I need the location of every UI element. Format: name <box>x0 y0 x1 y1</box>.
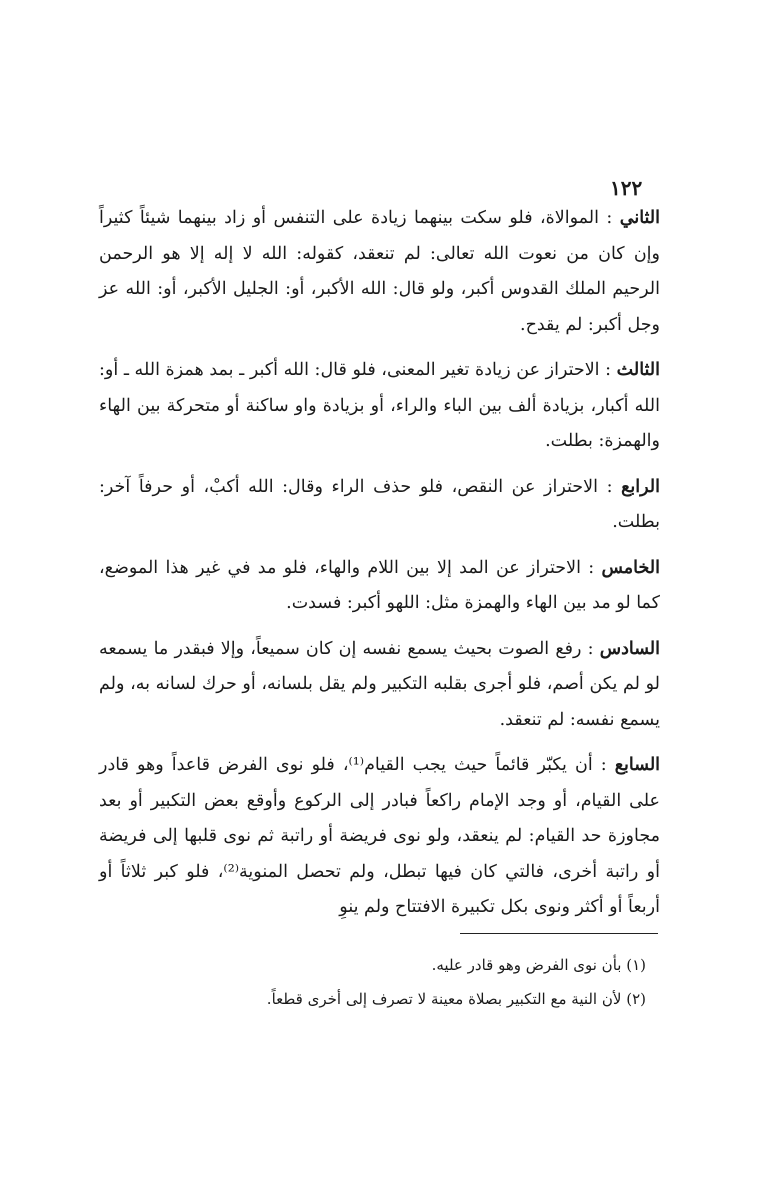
paragraph-body: : الاحتراز عن النقص، فلو حذف الراء وقال: الله أكبْ، أو حرفاً آخر: بطلت. <box>99 476 660 532</box>
paragraph-fifth <box>99 551 660 622</box>
footnote-2: (٢) لأن النية مع التكبير بصلاة معينة لا تصرف إلى أخرى قطعاً. <box>266 990 646 1008</box>
paragraph-heading: الخامس <box>601 557 660 578</box>
paragraph-heading: الثالث <box>616 360 660 380</box>
paragraph-body: : رفع الصوت بحيث يسمع نفسه إن كان سميعاً، وإلا فبقدر ما يسمعه لو لم يكن أصم، فلو أجرى بقلبه التكبير ولم يقل بلسانه، أو حرك لسانه به، ولم يسمع نفسه: لم تنعقد. <box>99 638 660 730</box>
footnote-1: (١) بأن نوى الفرض وهو قادر عليه. <box>431 956 646 974</box>
main-text <box>99 201 660 936</box>
paragraph-seventh <box>99 748 660 926</box>
paragraph-heading: السابع <box>614 755 661 775</box>
paragraph-body: : الاحتراز عن المد إلا بين اللام والهاء، فلو مد في غير هذا الموضع، كما لو مد بين الهاء والهمزة مثل: اللهو أكبر: فسدت. <box>99 557 660 613</box>
paragraph-sixth <box>99 632 660 739</box>
paragraph-third <box>99 353 660 460</box>
footnotes <box>99 948 660 1016</box>
paragraph-body: : الموالاة، فلو سكت بينهما زيادة على التنفس أو زاد بينهما شيئاً كثيراً وإن كان من نعوت الله تعالى: لم تنعقد، كقوله: الله لا إله إلا هو الرحمن الرحيم الملك القدوس أكبر، ولو قال: الله الأكبر، أو: الجليل الأكبر، أو: الله عز وجل أكبر: لم يقدح. <box>99 208 660 335</box>
footnote-divider <box>460 933 658 934</box>
page-number: ١٢٢ <box>610 176 643 200</box>
paragraph-heading: الرابع <box>621 476 660 497</box>
paragraph-heading: الثاني <box>619 208 660 228</box>
paragraph-fourth <box>99 470 660 541</box>
paragraph-second <box>99 201 660 343</box>
paragraph-body: : الاحتراز عن زيادة تغير المعنى، فلو قال: الله أكبر ـ بمد همزة الله ـ أو: الله أكبار، بزيادة ألف بين الباء والراء، أو بزيادة واو ساكنة أو متحركة بين الهاء والهمزة: بطلت. <box>99 360 660 451</box>
paragraph-body: : أن يكبّر قائماً حيث يجب القيام⁽¹⁾، فلو نوى الفرض قاعداً وهو قادر على القيام، أو وجد الإمام راكعاً فبادر إلى الركوع وأوقع بعض التكبير أو بعد مجاوزة حد القيام: لم ينعقد، ولو نوى فريضة أو راتبة ثم نوى قلبها إلى فريضة أو راتبة أخرى، فالتي كان فيها تبطل، ولم تحصل المنوية⁽²⁾، فلو كبر ثلاثاً أو أربعاً أو أكثر ونوى بكل تكبيرة الافتتاح ولم ينوِ <box>99 755 660 917</box>
paragraph-heading: السادس <box>599 638 660 659</box>
